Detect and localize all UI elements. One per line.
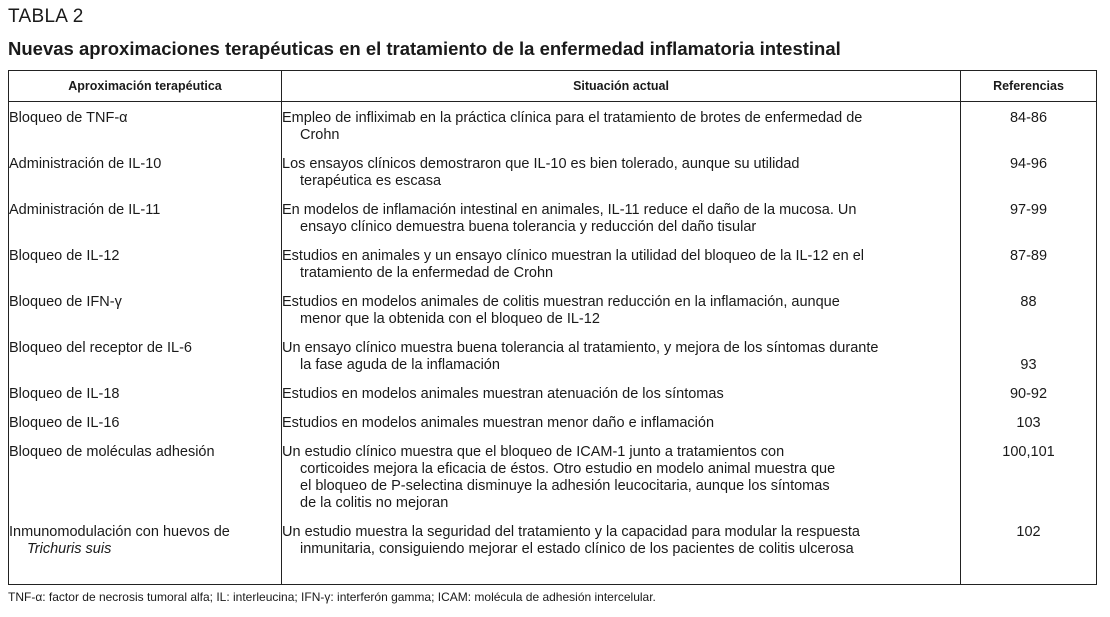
- approach-cell: Bloqueo de moléculas adhesión: [9, 444, 215, 460]
- situation-cell: Los ensayos clínicos demostraron que IL-10 es bien tolerado, aunque su utilidad terapéutica es escasa: [282, 156, 800, 189]
- references-cell: 93: [1020, 357, 1037, 373]
- references-cell: 102: [1016, 524, 1041, 540]
- situation-cell: Un ensayo clínico muestra buena tolerancia al tratamiento, y mejora de los síntomas durante la fase aguda de la inflamación: [282, 340, 879, 373]
- situation-cell: Estudios en modelos animales muestran menor daño e inflamación: [282, 415, 715, 431]
- references-cell: 94-96: [1009, 156, 1048, 172]
- table-row: [9, 409, 1097, 438]
- column-header-situation: Situación actual: [282, 71, 961, 102]
- situation-cell: Estudios en modelos animales de colitis muestran reducción en la inflamación, aunque menor que la obtenida con el bloqueo de IL-12: [282, 294, 840, 327]
- approach-text: Inmunomodulación con huevos de: [9, 524, 230, 540]
- table-row: [9, 334, 1097, 380]
- situation-cell: Estudios en modelos animales muestran atenuación de los síntomas: [282, 386, 724, 402]
- table-row: [9, 242, 1097, 288]
- references-cell: 103: [1016, 415, 1041, 431]
- references-cell: 84-86: [1009, 110, 1048, 126]
- approach-cell: Administración de IL-11: [9, 202, 161, 218]
- column-header-approach: Aproximación terapéutica: [9, 71, 282, 102]
- approach-cell: Bloqueo de IL-12: [9, 248, 120, 264]
- approach-cell: Bloqueo de IFN-γ: [9, 294, 122, 310]
- table-row: [9, 288, 1097, 334]
- situation-cell: En modelos de inflamación intestinal en animales, IL-11 reduce el daño de la mucosa. Un ensayo clínico demuestra buena tolerancia y reducción del daño tisular: [282, 202, 857, 235]
- approach-cell: Bloqueo de IL-18: [9, 386, 120, 402]
- situation-cell: Estudios en animales y un ensayo clínico muestran la utilidad del bloqueo de la IL-12 en el tratamiento de la enfermedad de Crohn: [282, 248, 864, 281]
- situation-cell: Empleo de infliximab en la práctica clínica para el tratamiento de brotes de enfermedad de Crohn: [282, 110, 863, 143]
- table-row: [9, 102, 1097, 151]
- situation-cell: Un estudio clínico muestra que el bloqueo de ICAM-1 junto a tratamientos con corticoides mejora la eficacia de éstos. Otro estudio en modelo animal muestra que el bloqueo de P-selectina disminuye la adhesión leucocitaria, aunque los síntomas de la colitis no mejoran: [282, 444, 836, 511]
- references-cell: 100,101: [1002, 444, 1055, 460]
- table-row: [9, 438, 1097, 518]
- table-title: Nuevas aproximaciones terapéuticas en el tratamiento de la enfermedad inflamatoria intestinal: [8, 38, 841, 59]
- references-cell: 97-99: [1009, 202, 1048, 218]
- approach-cell: Administración de IL-10: [9, 156, 162, 172]
- table-row: [9, 196, 1097, 242]
- references-cell: 87-89: [1009, 248, 1048, 264]
- table-header-row: [9, 71, 1097, 102]
- species-name: Trichuris suis: [27, 541, 112, 557]
- approach-cell: Bloqueo de IL-16: [9, 415, 120, 431]
- approach-cell: [9, 518, 281, 564]
- column-header-references: Referencias: [961, 71, 1097, 102]
- table-footnote: TNF-α: factor de necrosis tumoral alfa; IL: interleucina; IFN-γ: interferón gamma; ICAM: molécula de adhesión intercelular.: [8, 590, 656, 604]
- situation-cell: Un estudio muestra la seguridad del tratamiento y la capacidad para modular la respuesta inmunitaria, consiguiendo mejorar el estado clínico de los pacientes de colitis ulcerosa: [282, 524, 860, 557]
- approach-cell: Bloqueo del receptor de IL-6: [9, 340, 192, 356]
- table-row: [9, 150, 1097, 196]
- table-row: [9, 518, 1097, 585]
- references-cell: 88: [1020, 294, 1037, 310]
- approach-cell: Bloqueo de TNF-α: [9, 110, 128, 126]
- table-row: [9, 380, 1097, 409]
- therapeutic-approaches-table: [8, 70, 1097, 585]
- table-label: TABLA 2: [8, 6, 84, 27]
- references-cell: 90-92: [1009, 386, 1048, 402]
